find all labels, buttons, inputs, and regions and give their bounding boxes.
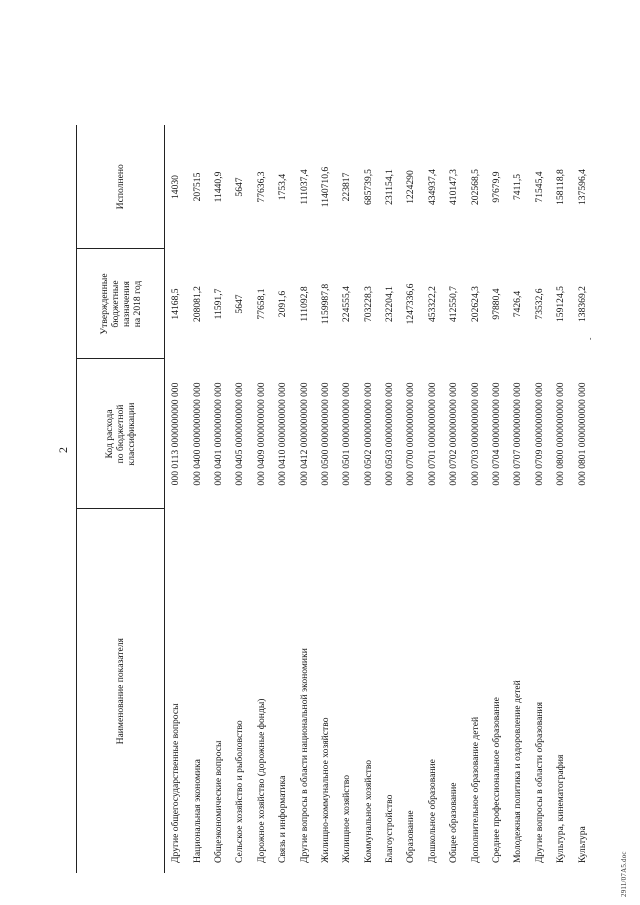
row-code-cell: 000 0410 0000000000 000 xyxy=(277,382,289,486)
row-executed-cell: 158118,8 xyxy=(555,169,567,205)
row-name-cell: Среднее профессиональное образование xyxy=(491,697,503,863)
row-code-cell: 000 0503 0000000000 000 xyxy=(384,382,396,486)
table-row xyxy=(293,125,314,873)
table-row xyxy=(186,125,207,873)
row-name-cell: Сельское хозяйство и рыболовство xyxy=(234,720,246,863)
row-executed-cell: 685739,5 xyxy=(362,169,374,205)
header-approved-line: Утвержденные xyxy=(98,273,110,335)
table-row xyxy=(229,125,250,873)
header-code-line: по бюджетной xyxy=(115,404,126,464)
table-row xyxy=(464,125,485,873)
row-approved-cell: 97880,4 xyxy=(491,288,503,320)
row-approved-cell: 7426,4 xyxy=(512,290,524,318)
row-approved-cell: 224555,4 xyxy=(341,286,353,322)
table-row xyxy=(443,125,464,873)
row-approved-cell: 73532,6 xyxy=(533,288,545,320)
page-number: 2 xyxy=(56,447,70,453)
row-approved-cell: 2091,6 xyxy=(277,290,289,318)
row-executed-cell: 1224290 xyxy=(405,170,417,204)
row-approved-cell: 1247336,6 xyxy=(405,283,417,325)
footer-filename: 2911/07A5.doc xyxy=(620,851,628,897)
table-row xyxy=(507,125,528,873)
row-name-cell: Молодежная политика и оздоровление детей xyxy=(512,680,524,863)
table-row xyxy=(336,125,357,873)
row-code-cell: 000 0113 0000000000 000 xyxy=(170,382,182,486)
row-executed-cell: 77636,3 xyxy=(255,171,267,203)
table-header-row xyxy=(77,125,165,873)
table-row xyxy=(486,125,507,873)
row-name-cell: Благоустройство xyxy=(384,794,396,863)
table-row xyxy=(208,125,229,873)
header-approved-line: бюджетные xyxy=(109,280,121,328)
row-code-cell: 000 0501 0000000000 000 xyxy=(341,382,353,486)
row-name-cell: Общее образование xyxy=(448,782,460,863)
row-name-cell: Связь и информатика xyxy=(277,775,289,863)
table-row xyxy=(571,125,592,873)
row-code-cell: 000 0405 0000000000 000 xyxy=(234,382,246,486)
row-code-cell: 000 0707 0000000000 000 xyxy=(512,382,524,486)
table-row xyxy=(379,125,400,873)
row-executed-cell: 111037,4 xyxy=(298,169,310,205)
row-name-cell: Другие вопросы в области национальной экономики xyxy=(298,648,310,863)
row-executed-cell: 7411,5 xyxy=(512,173,524,201)
stray-mark: - xyxy=(586,337,594,340)
row-code-cell: 000 0409 0000000000 000 xyxy=(255,382,267,486)
row-name-cell: Национальная экономика xyxy=(191,759,203,863)
row-code-cell: 000 0401 0000000000 000 xyxy=(212,382,224,486)
row-approved-cell: 14168,5 xyxy=(170,288,182,320)
row-approved-cell: 232204,1 xyxy=(384,286,396,322)
row-approved-cell: 703228,3 xyxy=(362,286,374,322)
row-approved-cell: 5647 xyxy=(234,294,246,314)
table-row xyxy=(165,125,187,873)
row-code-cell: 000 0800 0000000000 000 xyxy=(555,382,567,486)
row-code-cell: 000 0709 0000000000 000 xyxy=(533,382,545,486)
row-executed-cell: 223817 xyxy=(341,172,353,202)
row-name-cell: Другие вопросы в области образования xyxy=(533,701,545,863)
row-approved-cell: 1159987,8 xyxy=(319,283,331,325)
row-approved-cell: 111092,8 xyxy=(298,286,310,322)
row-name-cell: Культура xyxy=(576,826,588,863)
header-approved xyxy=(77,249,165,359)
row-code-cell: 000 0701 0000000000 000 xyxy=(426,382,438,486)
row-code-cell: 000 0412 0000000000 000 xyxy=(298,382,310,486)
header-code-line: классификации xyxy=(126,402,137,466)
row-name-cell: Общеэкономические вопросы xyxy=(212,740,224,863)
table-row xyxy=(358,125,379,873)
table-body xyxy=(165,125,593,873)
table-row xyxy=(550,125,571,873)
row-executed-cell: 14030 xyxy=(170,175,182,199)
table-row xyxy=(529,125,550,873)
header-name: Наименование показателя xyxy=(77,509,165,873)
row-name-cell: Дорожное хозяйство (дорожные фонды) xyxy=(255,698,267,863)
row-approved-cell: 138369,2 xyxy=(576,286,588,322)
row-code-cell: 000 0801 0000000000 000 xyxy=(576,382,588,486)
row-approved-cell: 453322,2 xyxy=(426,286,438,322)
row-name-cell: Культура, кинематография xyxy=(555,754,567,863)
header-approved-line: на 2018 год xyxy=(131,280,143,328)
row-name-cell: Другие общегосударственные вопросы xyxy=(170,703,182,863)
budget-table xyxy=(76,125,593,873)
header-code-line: Код расхода xyxy=(104,409,115,459)
row-name-cell: Образование xyxy=(405,810,417,863)
row-executed-cell: 1140710,6 xyxy=(319,166,331,208)
row-name-cell: Жилищно-коммунальное хозяйство xyxy=(319,717,331,863)
row-executed-cell: 1753,4 xyxy=(277,173,289,201)
row-approved-cell: 208081,2 xyxy=(191,286,203,322)
row-approved-cell: 202624,3 xyxy=(469,286,481,322)
row-name-cell: Коммунальное хозяйство xyxy=(362,759,374,863)
row-code-cell: 000 0700 0000000000 000 xyxy=(405,382,417,486)
row-name-cell: Дополнительное образование детей xyxy=(469,716,481,863)
row-executed-cell: 410147,3 xyxy=(448,169,460,205)
row-executed-cell: 11440,9 xyxy=(212,171,224,203)
row-code-cell: 000 0704 0000000000 000 xyxy=(491,382,503,486)
header-executed: Исполнено xyxy=(77,125,165,249)
row-approved-cell: 159124,5 xyxy=(555,286,567,322)
row-executed-cell: 5647 xyxy=(234,177,246,197)
table-row xyxy=(251,125,272,873)
table-row xyxy=(315,125,336,873)
table-row xyxy=(422,125,443,873)
table-row xyxy=(400,125,421,873)
row-name-cell: Жилищное хозяйство xyxy=(341,774,353,863)
header-approved-line: назначения xyxy=(120,281,132,327)
row-code-cell: 000 0500 0000000000 000 xyxy=(319,382,331,486)
row-executed-cell: 97679,9 xyxy=(491,171,503,203)
row-approved-cell: 77658,1 xyxy=(255,288,267,320)
header-code xyxy=(77,359,165,509)
table-row xyxy=(272,125,293,873)
row-approved-cell: 11591,7 xyxy=(212,288,224,320)
row-executed-cell: 207515 xyxy=(191,172,203,202)
row-executed-cell: 231154,1 xyxy=(384,169,396,205)
row-executed-cell: 137596,4 xyxy=(576,169,588,205)
row-approved-cell: 412550,7 xyxy=(448,286,460,322)
row-code-cell: 000 0400 0000000000 000 xyxy=(191,382,203,486)
row-code-cell: 000 0502 0000000000 000 xyxy=(362,382,374,486)
row-code-cell: 000 0702 0000000000 000 xyxy=(448,382,460,486)
row-code-cell: 000 0703 0000000000 000 xyxy=(469,382,481,486)
row-executed-cell: 71545,4 xyxy=(533,171,545,203)
row-executed-cell: 434937,4 xyxy=(426,169,438,205)
row-executed-cell: 202568,5 xyxy=(469,169,481,205)
row-name-cell: Дошкольное образование xyxy=(426,759,438,863)
